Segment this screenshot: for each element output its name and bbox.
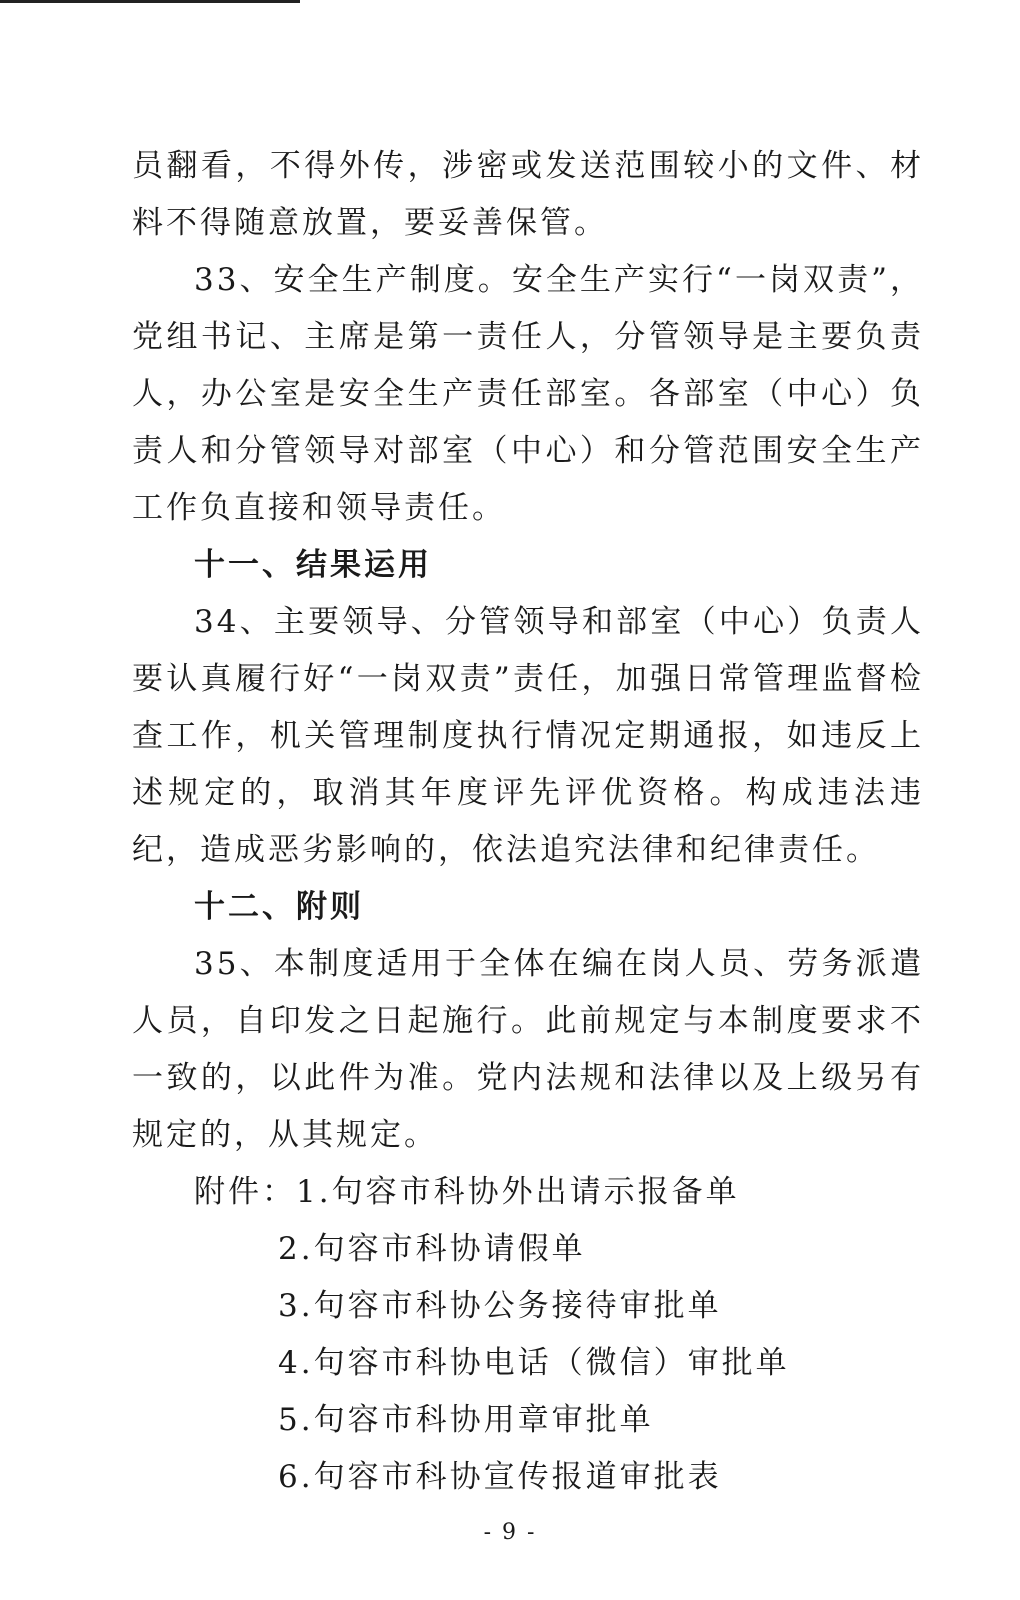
attachments-label: 附件： bbox=[194, 1174, 296, 1210]
attachment-item: 2.句容市科协请假单 bbox=[278, 1231, 586, 1267]
page-number: - 9 - bbox=[483, 1520, 537, 1545]
attachment-item: 6.句容市科协宣传报道审批表 bbox=[278, 1459, 722, 1495]
attachment-item: 3.句容市科协公务接待审批单 bbox=[278, 1288, 722, 1324]
paragraph-33: 33、安全生产制度。安全生产实行“一岗双责”，党组书记、主席是第一责任人，分管领导是主要负责人，办公室是安全生产责任部室。各部室（中心）负责人和分管领导对部室（中心）和分管范围安全生产工作负直接和领导责任。 bbox=[132, 262, 924, 526]
scan-edge-mark bbox=[0, 0, 300, 3]
document-body bbox=[132, 138, 924, 1506]
section-heading-12: 十二、附则 bbox=[194, 889, 364, 925]
paragraph-35: 35、本制度适用于全体在编在岗人员、劳务派遣人员，自印发之日起施行。此前规定与本制度要求不一致的，以此件为准。党内法规和法律以及上级另有规定的，从其规定。 bbox=[132, 946, 924, 1153]
attachment-item: 5.句容市科协用章审批单 bbox=[278, 1402, 654, 1438]
attachments-block bbox=[132, 1164, 924, 1506]
attachments-list bbox=[132, 1221, 924, 1506]
attachments-first-row bbox=[132, 1164, 924, 1221]
attachment-item: 4.句容市科协电话（微信）审批单 bbox=[278, 1345, 790, 1381]
section-heading-11: 十一、结果运用 bbox=[194, 547, 432, 583]
attachment-item: 1.句容市科协外出请示报备单 bbox=[296, 1174, 740, 1210]
paragraph-34: 34、主要领导、分管领导和部室（中心）负责人要认真履行好“一岗双责”责任，加强日常管理监督检查工作，机关管理制度执行情况定期通报，如违反上述规定的，取消其年度评先评优资格。构成违法违纪，造成恶劣影响的，依法追究法律和纪律责任。 bbox=[132, 604, 924, 868]
paragraph-carryover: 员翻看，不得外传，涉密或发送范围较小的文件、材料不得随意放置，要妥善保管。 bbox=[132, 148, 924, 241]
